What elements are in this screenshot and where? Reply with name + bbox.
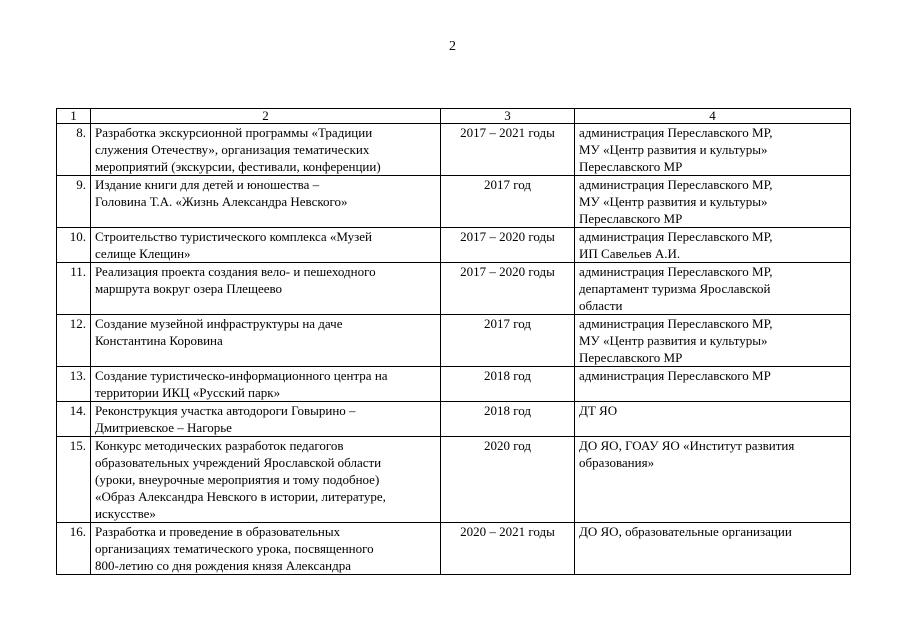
responsible-line: администрация Переславского МР	[579, 368, 771, 383]
responsible-line: Переславского МР	[579, 350, 683, 365]
row-number: 15.	[57, 437, 91, 523]
responsible-line: администрация Переславского МР,	[579, 264, 773, 279]
responsible-cell	[575, 315, 851, 367]
responsible-line: МУ «Центр развития и культуры»	[579, 333, 768, 348]
row-number: 9.	[57, 176, 91, 228]
row-number: 10.	[57, 228, 91, 263]
table-row	[57, 402, 851, 437]
responsible-line: ДО ЯО, ГОАУ ЯО «Институт развития	[579, 438, 795, 453]
responsible-line: ИП Савельев А.И.	[579, 246, 681, 261]
table-row	[57, 263, 851, 315]
period-cell: 2018 год	[441, 367, 575, 402]
measure-name-line: служения Отечеству», организация тематических	[95, 142, 370, 157]
measure-name-cell	[91, 228, 441, 263]
row-number: 13.	[57, 367, 91, 402]
responsible-line: администрация Переславского МР,	[579, 229, 773, 244]
measure-name-line: Константина Коровина	[95, 333, 223, 348]
row-number: 16.	[57, 523, 91, 575]
responsible-line: Переславского МР	[579, 159, 683, 174]
header-cell-3: 3	[441, 109, 575, 124]
responsible-line: Переславского МР	[579, 211, 683, 226]
measure-name-line: территории ИКЦ «Русский парк»	[95, 385, 281, 400]
row-number: 14.	[57, 402, 91, 437]
measure-name-line: мероприятий (экскурсии, фестивали, конференции)	[95, 159, 381, 174]
responsible-cell	[575, 228, 851, 263]
responsible-line: области	[579, 298, 623, 313]
responsible-line: администрация Переславского МР,	[579, 125, 773, 140]
responsible-cell	[575, 437, 851, 523]
measure-name-line: Дмитриевское – Нагорье	[95, 420, 232, 435]
measure-name-line: Реконструкция участка автодороги Говырино –	[95, 403, 356, 418]
responsible-line: образования»	[579, 455, 655, 470]
measure-name-cell	[91, 402, 441, 437]
responsible-cell	[575, 176, 851, 228]
table-row	[57, 176, 851, 228]
responsible-line: администрация Переславского МР,	[579, 177, 773, 192]
measure-name-cell	[91, 176, 441, 228]
measure-name-line: «Образ Александра Невского в истории, литературе,	[95, 489, 386, 504]
measure-name-cell	[91, 315, 441, 367]
responsible-line: департамент туризма Ярославской	[579, 281, 771, 296]
measure-name-line: Реализация проекта создания вело- и пешеходного	[95, 264, 376, 279]
responsible-cell	[575, 124, 851, 176]
measure-name-line: селище Клещин»	[95, 246, 191, 261]
responsible-cell	[575, 263, 851, 315]
measure-name-line: (уроки, внеурочные мероприятия и тому подобное)	[95, 472, 380, 487]
measure-name-line: Разработка и проведение в образовательных	[95, 524, 341, 539]
header-cell-1: 1	[57, 109, 91, 124]
measure-name-line: Конкурс методических разработок педагогов	[95, 438, 344, 453]
period-cell: 2020 – 2021 годы	[441, 523, 575, 575]
responsible-cell	[575, 523, 851, 575]
header-cell-2: 2	[91, 109, 441, 124]
period-cell: 2017 год	[441, 176, 575, 228]
responsible-line: ДО ЯО, образовательные организации	[579, 524, 792, 539]
period-cell: 2017 – 2020 годы	[441, 228, 575, 263]
measure-name-line: искусстве»	[95, 506, 156, 521]
measure-name-cell	[91, 437, 441, 523]
measure-name-line: Создание музейной инфраструктуры на даче	[95, 316, 343, 331]
table-header-row	[57, 109, 851, 124]
period-cell: 2018 год	[441, 402, 575, 437]
measure-name-line: организациях тематического урока, посвященного	[95, 541, 374, 556]
period-cell: 2017 год	[441, 315, 575, 367]
period-cell: 2017 – 2020 годы	[441, 263, 575, 315]
measure-name-line: Головина Т.А. «Жизнь Александра Невского»	[95, 194, 348, 209]
row-number: 11.	[57, 263, 91, 315]
measure-name-line: Издание книги для детей и юношества –	[95, 177, 320, 192]
period-cell: 2020 год	[441, 437, 575, 523]
responsible-line: МУ «Центр развития и культуры»	[579, 194, 768, 209]
page-number: 2	[449, 39, 456, 54]
measures-table	[56, 108, 851, 575]
table-row	[57, 437, 851, 523]
measure-name-cell	[91, 523, 441, 575]
measure-name-line: Разработка экскурсионной программы «Традиции	[95, 125, 373, 140]
responsible-cell	[575, 402, 851, 437]
table-row	[57, 523, 851, 575]
header-cell-4: 4	[575, 109, 851, 124]
responsible-line: МУ «Центр развития и культуры»	[579, 142, 768, 157]
responsible-cell	[575, 367, 851, 402]
table-row	[57, 228, 851, 263]
measure-name-cell	[91, 263, 441, 315]
measure-name-line: образовательных учреждений Ярославской области	[95, 455, 382, 470]
measure-name-cell	[91, 367, 441, 402]
measure-name-cell	[91, 124, 441, 176]
responsible-line: администрация Переславского МР,	[579, 316, 773, 331]
row-number: 8.	[57, 124, 91, 176]
measure-name-line: маршрута вокруг озера Плещеево	[95, 281, 283, 296]
measure-name-line: Строительство туристического комплекса «Музей	[95, 229, 372, 244]
responsible-line: ДТ ЯО	[579, 403, 618, 418]
period-cell: 2017 – 2021 годы	[441, 124, 575, 176]
row-number: 12.	[57, 315, 91, 367]
table-row	[57, 367, 851, 402]
table-row	[57, 124, 851, 176]
measure-name-line: Создание туристическо-информационного центра на	[95, 368, 388, 383]
table-row	[57, 315, 851, 367]
measure-name-line: 800-летию со дня рождения князя Александра	[95, 558, 351, 573]
